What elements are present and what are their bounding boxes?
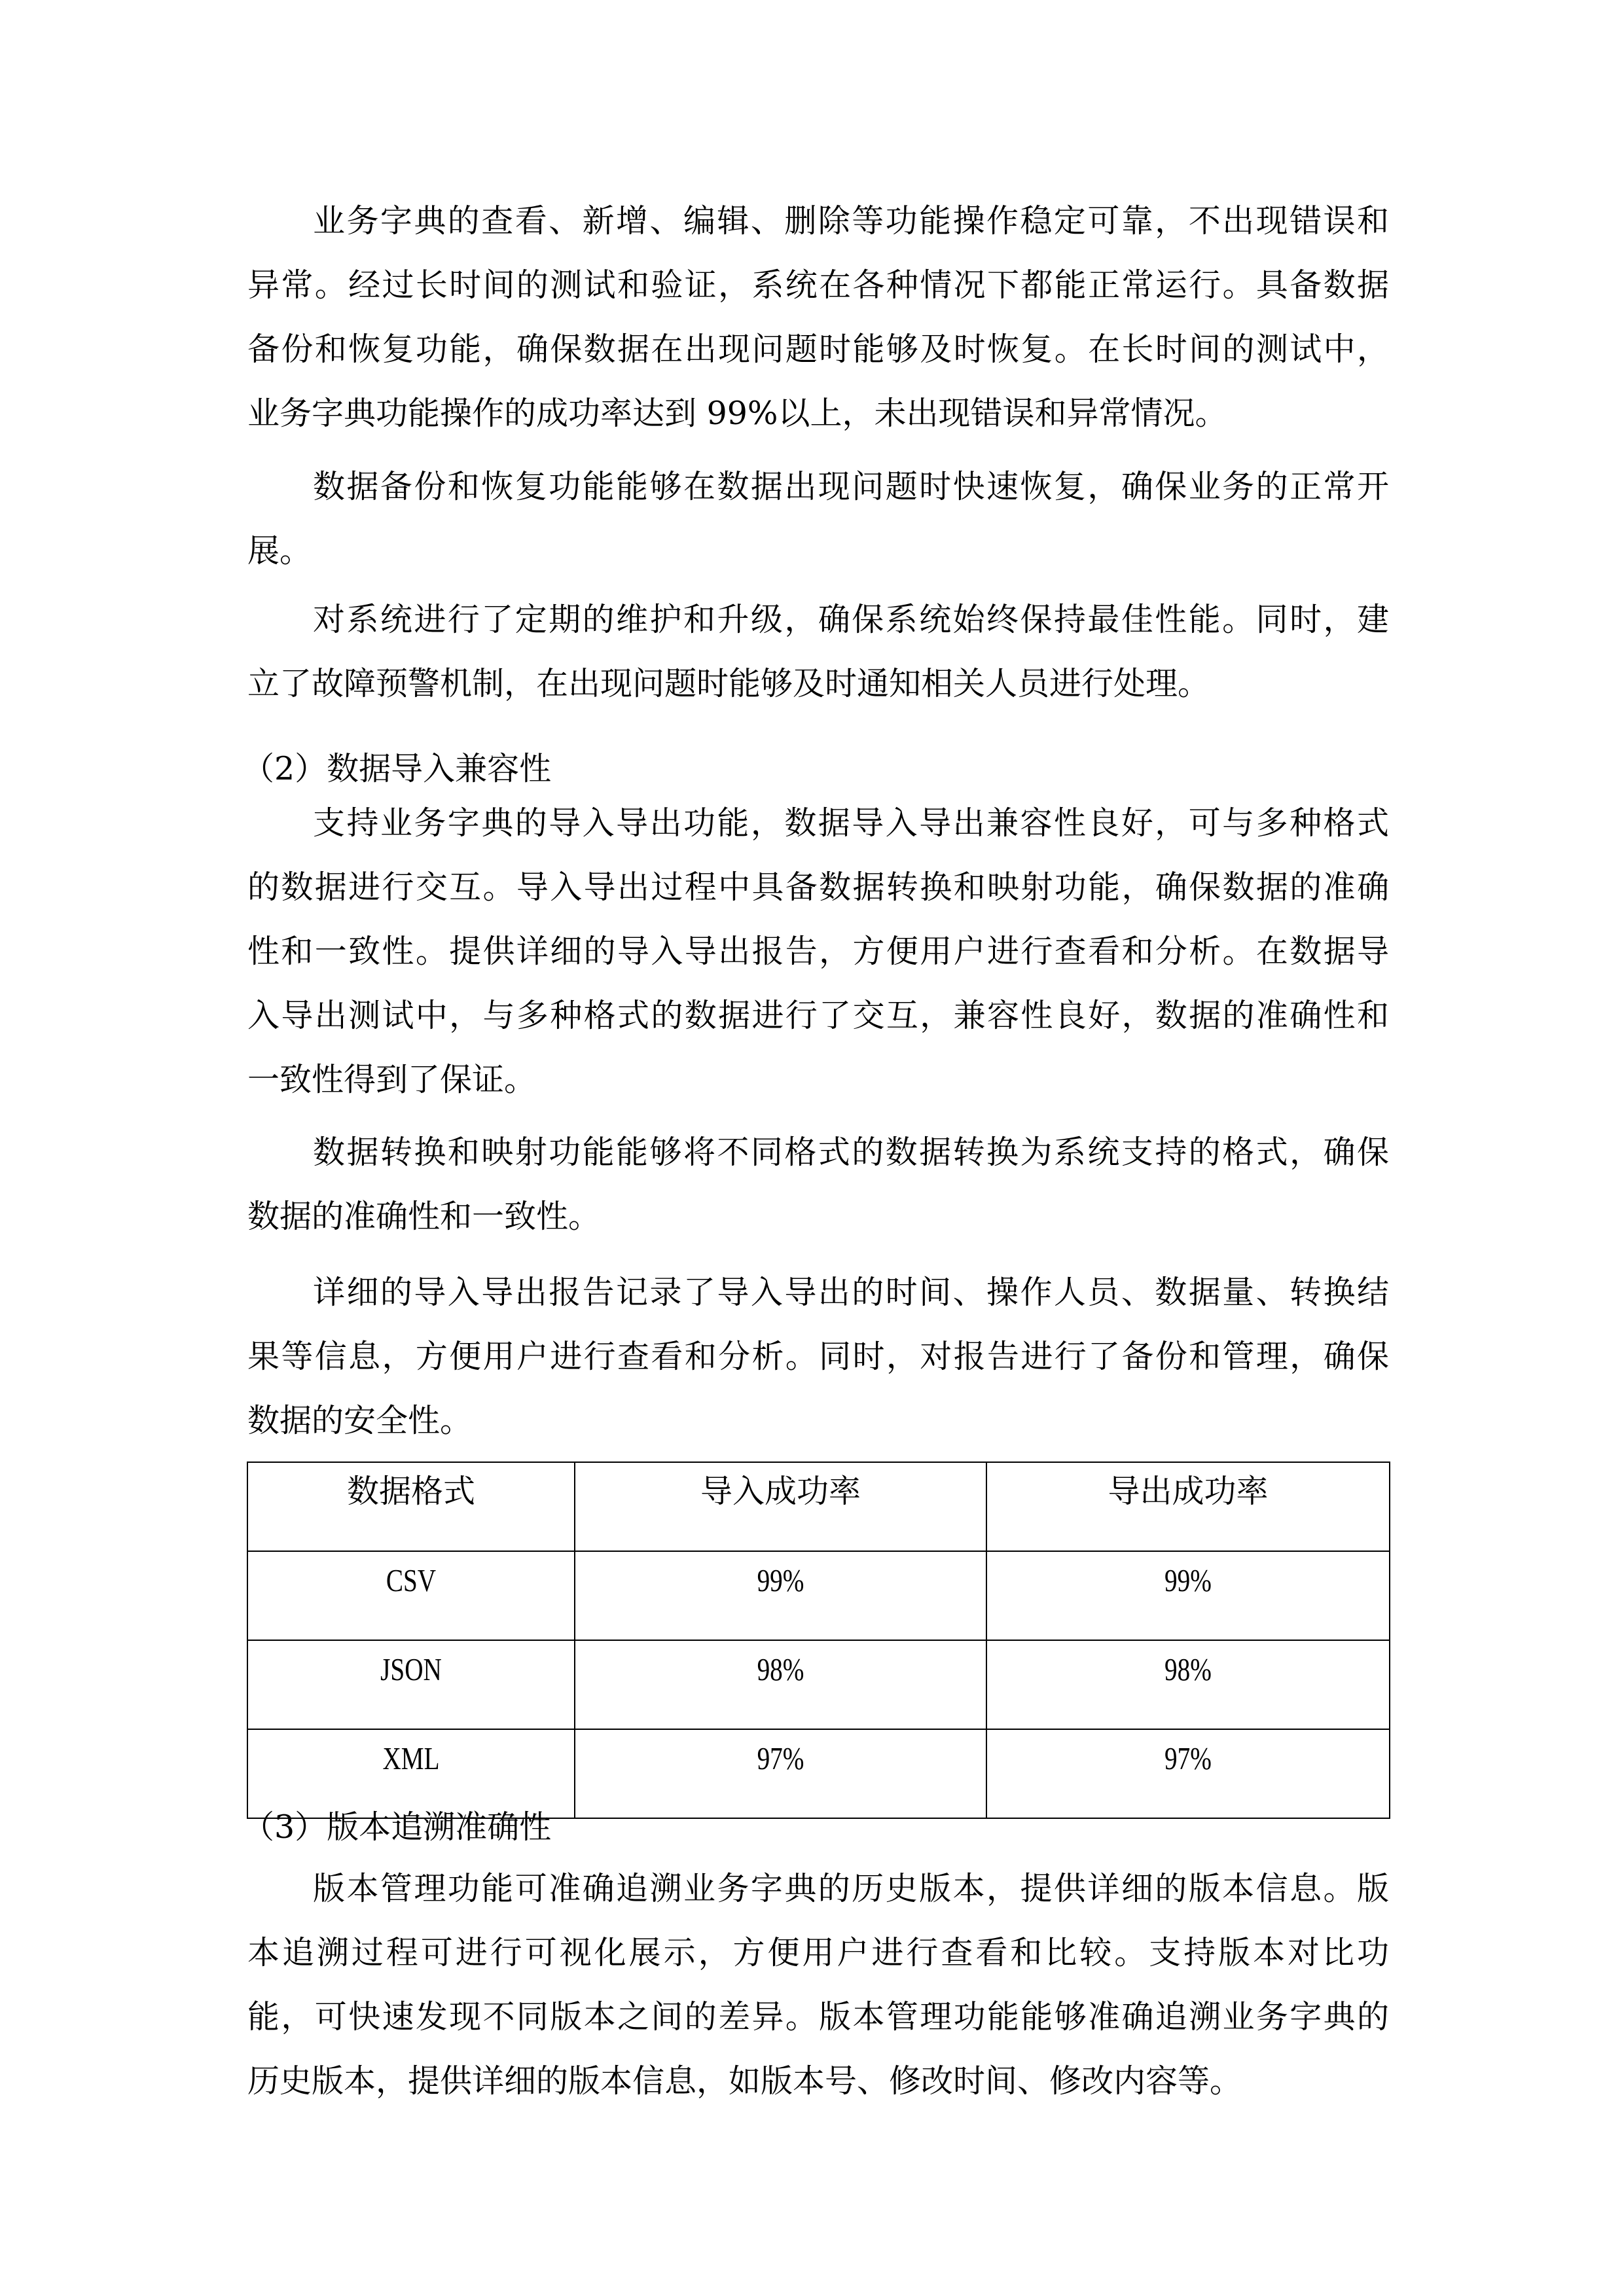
text-line: 本追溯过程可进行可视化展示，方便用户进行查看和比较。支持版本对比功 xyxy=(247,1934,1389,1971)
table-row xyxy=(247,1640,1390,1729)
table-cell: CSV xyxy=(280,1551,542,1640)
table-cell: 99% xyxy=(1027,1551,1350,1640)
text-line: 历史版本，提供详细的版本信息，如版本号、修改时间、修改内容等。 xyxy=(247,2062,1242,2100)
table-cell: JSON xyxy=(280,1640,542,1729)
text-line: 详细的导入导出报告记录了导入导出的时间、操作人员、数据量、转换结 xyxy=(313,1274,1389,1311)
header-cell: 导入成功率 xyxy=(575,1462,986,1551)
text-line: 对系统进行了定期的维护和升级，确保系统始终保持最佳性能。同时，建 xyxy=(313,601,1389,638)
paragraph-stability xyxy=(247,189,1389,446)
text-line: 备份和恢复功能，确保数据在出现问题时能够及时恢复。在长时间的测试中， xyxy=(247,331,1389,368)
section-heading-version-trace: （3）版本追溯准确性 xyxy=(242,1808,552,1846)
table-cell: 99% xyxy=(616,1551,945,1640)
table-cell: 97% xyxy=(616,1729,945,1818)
text-line: 数据转换和映射功能能够将不同格式的数据转换为系统支持的格式，确保 xyxy=(313,1134,1389,1171)
text-line: 性和一致性。提供详细的导入导出报告，方便用户进行查看和分析。在数据导 xyxy=(247,933,1389,970)
header-cell: 导出成功率 xyxy=(986,1462,1390,1551)
text-line: 能，可快速发现不同版本之间的差异。版本管理功能能够准确追溯业务字典的 xyxy=(247,1998,1389,2036)
paragraph-version-management xyxy=(247,1857,1389,2113)
text-line: 的数据进行交互。导入导出过程中具备数据转换和映射功能，确保数据的准确 xyxy=(247,869,1389,906)
text-line: 果等信息，方便用户进行查看和分析。同时，对报告进行了备份和管理，确保 xyxy=(247,1338,1389,1375)
header-cell: 数据格式 xyxy=(247,1462,575,1551)
text-line: 数据备份和恢复功能能够在数据出现问题时快速恢复，确保业务的正常开 xyxy=(313,468,1389,505)
section-heading-import-compat: （2）数据导入兼容性 xyxy=(242,750,552,787)
table-row xyxy=(247,1551,1390,1640)
text-line: 数据的准确性和一致性。 xyxy=(247,1198,601,1235)
table-cell: XML xyxy=(280,1729,542,1818)
text-line: 一致性得到了保证。 xyxy=(247,1061,537,1098)
table-cell: 98% xyxy=(616,1640,945,1729)
text-line: 业务字典功能操作的成功率达到 99%以上，未出现错误和异常情况。 xyxy=(247,395,1227,432)
text-line: 数据的安全性。 xyxy=(247,1402,473,1439)
table-cell: 98% xyxy=(1027,1640,1350,1729)
table-header-row xyxy=(247,1462,1390,1551)
text-line: 异常。经过长时间的测试和验证，系统在各种情况下都能正常运行。具备数据 xyxy=(247,266,1389,304)
paragraph-backup xyxy=(247,455,1389,583)
success-rate-table xyxy=(247,1462,1390,1819)
paragraph-maintenance xyxy=(247,588,1389,716)
paragraph-conversion xyxy=(247,1121,1389,1249)
text-line: 业务字典的查看、新增、编辑、删除等功能操作稳定可靠，不出现错误和 xyxy=(313,202,1389,240)
text-line: 入导出测试中，与多种格式的数据进行了交互，兼容性良好，数据的准确性和 xyxy=(247,997,1389,1034)
text-line: 展。 xyxy=(247,532,312,569)
text-line: 版本管理功能可准确追溯业务字典的历史版本，提供详细的版本信息。版 xyxy=(313,1870,1389,1907)
paragraph-import-export xyxy=(247,791,1389,1112)
paragraph-report xyxy=(247,1261,1389,1453)
text-line: 立了故障预警机制，在出现问题时能够及时通知相关人员进行处理。 xyxy=(247,665,1210,702)
text-line: 支持业务字典的导入导出功能，数据导入导出兼容性良好，可与多种格式 xyxy=(313,804,1389,842)
table-cell: 97% xyxy=(1027,1729,1350,1818)
